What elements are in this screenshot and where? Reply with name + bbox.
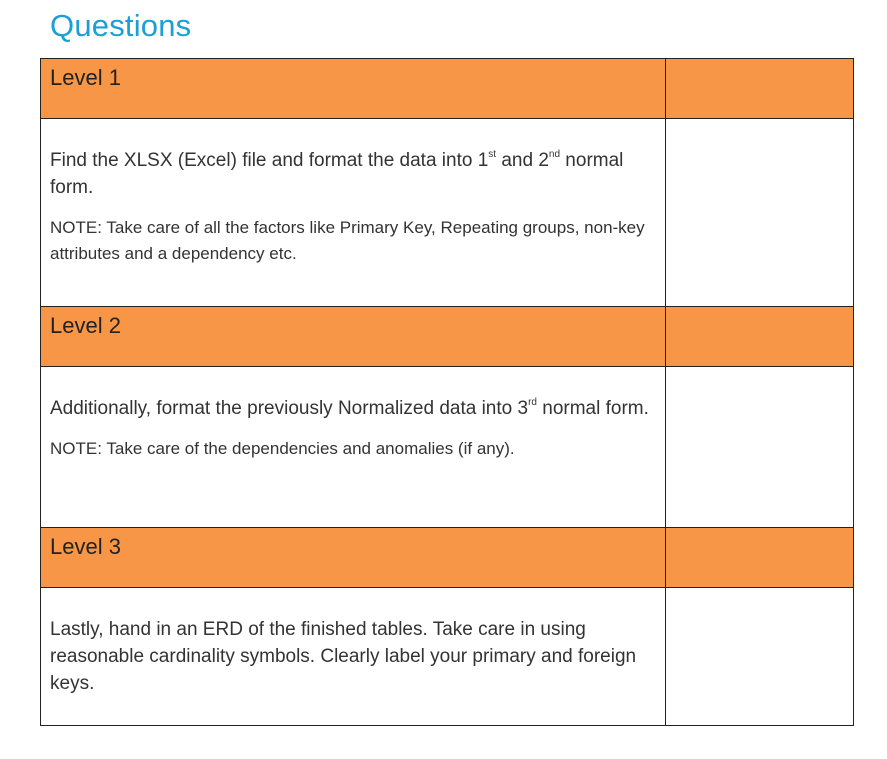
level-header-row [41, 59, 854, 119]
question-cell [41, 367, 666, 528]
answer-cell [666, 367, 854, 528]
question-text: Find the XLSX (Excel) file and format the data into 1st and 2nd normal form. [50, 149, 624, 198]
level-header-empty-cell [666, 307, 854, 367]
question-note: NOTE: Take care of all the factors like Primary Key, Repeating groups, non-key attributes and a dependency etc. [50, 218, 645, 263]
level-label: Level 2 [50, 313, 121, 338]
level-header-cell [41, 307, 666, 367]
level-header-empty-cell [666, 528, 854, 588]
question-note: NOTE: Take care of the dependencies and anomalies (if any). [50, 439, 515, 458]
question-row [41, 119, 854, 307]
level-header-row [41, 528, 854, 588]
question-cell [41, 119, 666, 307]
answer-cell [666, 588, 854, 726]
question-row [41, 367, 854, 528]
question-cell [41, 588, 666, 726]
question-row [41, 588, 854, 726]
answer-cell [666, 119, 854, 307]
questions-table [40, 58, 854, 726]
level-header-empty-cell [666, 59, 854, 119]
level-label: Level 1 [50, 65, 121, 90]
level-label: Level 3 [50, 534, 121, 559]
level-header-cell [41, 59, 666, 119]
level-header-cell [41, 528, 666, 588]
question-text: Additionally, format the previously Normalized data into 3rd normal form. [50, 397, 649, 419]
page-title: Questions [50, 8, 192, 43]
question-text: Lastly, hand in an ERD of the finished tables. Take care in using reasonable cardinality symbols. Clearly label your primary and foreign keys. [50, 619, 637, 694]
level-header-row [41, 307, 854, 367]
